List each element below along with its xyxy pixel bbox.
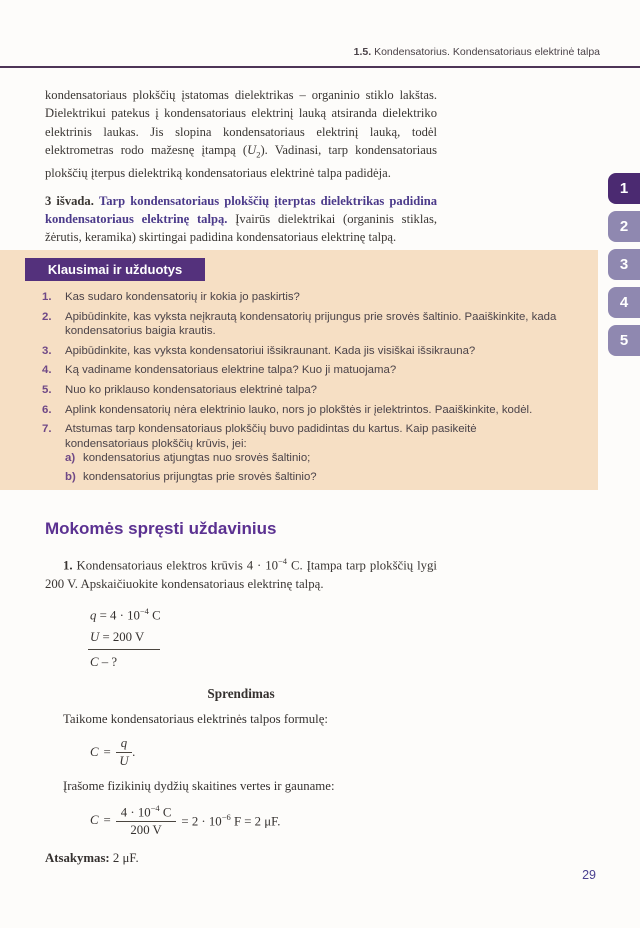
formula1-fraction [116, 736, 132, 769]
subitem-letter: a) [65, 452, 76, 465]
question-text-main: Atstumas tarp kondensatoriaus plokščių buvo padidintas du kartus. Kaip pasikeitė kondensatoriaus plokščių krūvis, jei: [65, 423, 477, 450]
formula2-fraction [116, 803, 177, 838]
question-text: Kas sudaro kondensatorių ir kokia jo paskirtis? [65, 291, 300, 303]
statement-text-1: Kondensatoriaus elektros krūvis 4 · 10 [72, 558, 278, 573]
question-number: 4. [42, 364, 52, 377]
formula1-period: . [132, 744, 136, 759]
capacitance-symbol: C [90, 654, 99, 669]
formula1-equals: = [103, 744, 111, 759]
conclusion-rest: Įvairūs dielektrikai (organinis stiklas, žėrutis, keramika) skirtingai padidina kondensatoriaus elektrinę talpą. [45, 211, 437, 245]
problem-number: 1. [63, 558, 73, 573]
formula-calculation [90, 803, 437, 838]
question-number: 6. [42, 403, 52, 416]
header-rule [0, 66, 640, 68]
formula1-numerator: q [116, 736, 132, 753]
charge-exponent: −4 [139, 606, 149, 617]
question-subitem [65, 470, 562, 485]
solution-step-1: Taikome kondensatoriaus elektrinės talpos formulę: [63, 711, 328, 726]
answer-value: 2 μF. [112, 850, 139, 865]
side-tab-5: 5 [608, 325, 640, 356]
question-item [42, 310, 562, 339]
question-subitems [65, 451, 562, 484]
question-number: 1. [42, 291, 52, 303]
question-number: 3. [42, 344, 52, 357]
intro-paragraph [45, 86, 437, 183]
question-text: Apibūdinkite, kas vyksta kondensatoriui išsikraunant. Kada jis visiškai išsikrauna? [65, 344, 476, 357]
solution-heading: Sprendimas [207, 685, 275, 701]
question-number: 2. [42, 310, 52, 323]
questions-list [42, 290, 562, 489]
charge-unit: C [148, 608, 161, 623]
formula2-denominator: 200 V [130, 822, 162, 837]
numerator-exponent: −4 [150, 802, 160, 813]
intro-text-2: ). Vadinasi, tarp kondensatoriaus plokščių įterpus dielektriką kondensatoriaus elektrinė talpa padidėja. [45, 143, 437, 181]
given-separator-rule [88, 649, 160, 650]
solution-step-2: Įrašome fizikinių dydžių skaitines vertes ir gauname: [63, 778, 335, 793]
questions-title-banner: Klausimai ir užduotys [25, 258, 205, 281]
side-tab-4: 4 [608, 287, 640, 318]
question-item [42, 363, 562, 378]
question-item [42, 383, 562, 398]
question-item [42, 422, 562, 488]
side-tab-3: 3 [608, 249, 640, 280]
question-text [65, 422, 562, 488]
formula2-result [181, 812, 280, 829]
question-subitem [65, 451, 562, 466]
intro-text-1: kondensatoriaus plokščių įstatomas dielektrikas – organinio stiklo lakštas. Dielektrikui patekus į kondensatoriaus elektrinį lauką atsiranda dielektriko elektrinis laukas. Jis slopina kondensatoriaus elektrinį lauką, todėl elektrometras rodo mažesnę įtampą ( [45, 88, 437, 158]
formula-capacitance [90, 736, 437, 769]
numerator-unit: C [159, 804, 172, 819]
subitem-letter: b) [65, 470, 76, 483]
worked-problems-section [45, 519, 437, 879]
question-text: Apibūdinkite, kas vyksta neįkrautą kondensatorių prijungus prie srovės šaltinio. Paaiškinkite, kada kondensatorius baigia krautis. [65, 310, 557, 338]
formula1-lhs: C [90, 744, 99, 759]
given-line-charge [90, 601, 437, 626]
charge-symbol: q [90, 608, 97, 623]
question-item [42, 403, 562, 418]
question-number: 5. [42, 383, 52, 396]
voltage-symbol: U [247, 143, 257, 158]
section-number: 1.5. [353, 46, 372, 58]
charge-value: = 4 · 10 [96, 608, 140, 623]
question-number: 7. [42, 423, 52, 436]
answer-line [45, 851, 437, 866]
conclusion-paragraph [45, 192, 437, 247]
formula1-denominator: U [119, 753, 129, 768]
section-title: Kondensatorius. Kondensatoriaus elektrinė talpa [374, 46, 600, 58]
voltage-symbol: U [90, 629, 100, 644]
given-line-voltage [90, 627, 437, 648]
statement-exponent: −4 [278, 556, 288, 566]
result-base: = 2 · 10 [181, 813, 222, 828]
formula2-equals: = [103, 812, 111, 827]
conclusion-label: 3 išvada. [45, 193, 94, 208]
voltage-value: = 200 V [99, 629, 145, 644]
main-text-column [45, 86, 437, 247]
problems-heading: Mokomės spręsti uždavinius [45, 519, 277, 538]
page-number: 29 [582, 868, 596, 882]
question-item [42, 344, 562, 359]
running-head [0, 46, 600, 58]
problem-statement [45, 552, 437, 594]
conclusion-highlight: Tarp kondensatoriaus plokščių įterptas dielektrikas padidina kondensatoriaus elektrinę talpą. [45, 193, 438, 226]
numerator-base: 4 · 10 [120, 804, 151, 819]
question-item [42, 290, 562, 305]
questions-box [0, 250, 598, 490]
result-exponent: −6 [221, 811, 231, 822]
formula2-lhs: C [90, 812, 99, 827]
question-text: Ką vadiname kondensatoriaus elektrine talpa? Kuo ji matuojama? [65, 364, 397, 377]
find-line-capacitance [90, 652, 437, 673]
chapter-side-tabs [608, 173, 640, 363]
question-text: Nuo ko priklauso kondensatoriaus elektrinė talpa? [65, 383, 318, 396]
subitem-text: kondensatorius prijungtas prie srovės šaltinio? [83, 470, 317, 483]
side-tab-1: 1 [608, 173, 640, 204]
capacitance-question: – ? [98, 654, 118, 669]
answer-label: Atsakymas: [45, 850, 110, 865]
question-text: Aplink kondensatorių nėra elektrinio lauko, nors jo plokštės ir įelektrintos. Paaiškinkite, kodėl. [65, 403, 533, 416]
subitem-text: kondensatorius atjungtas nuo srovės šaltinio; [83, 452, 311, 465]
voltage-subscript: 2 [256, 149, 261, 160]
result-tail: F = 2 μF. [230, 813, 281, 828]
given-block [90, 601, 437, 672]
side-tab-2: 2 [608, 211, 640, 242]
statement-text-2: C. Įtampa tarp plokščių lygi 200 V. Apskaičiuokite kondensatoriaus elektrinę talpą. [45, 558, 437, 592]
formula2-numerator [116, 803, 177, 822]
